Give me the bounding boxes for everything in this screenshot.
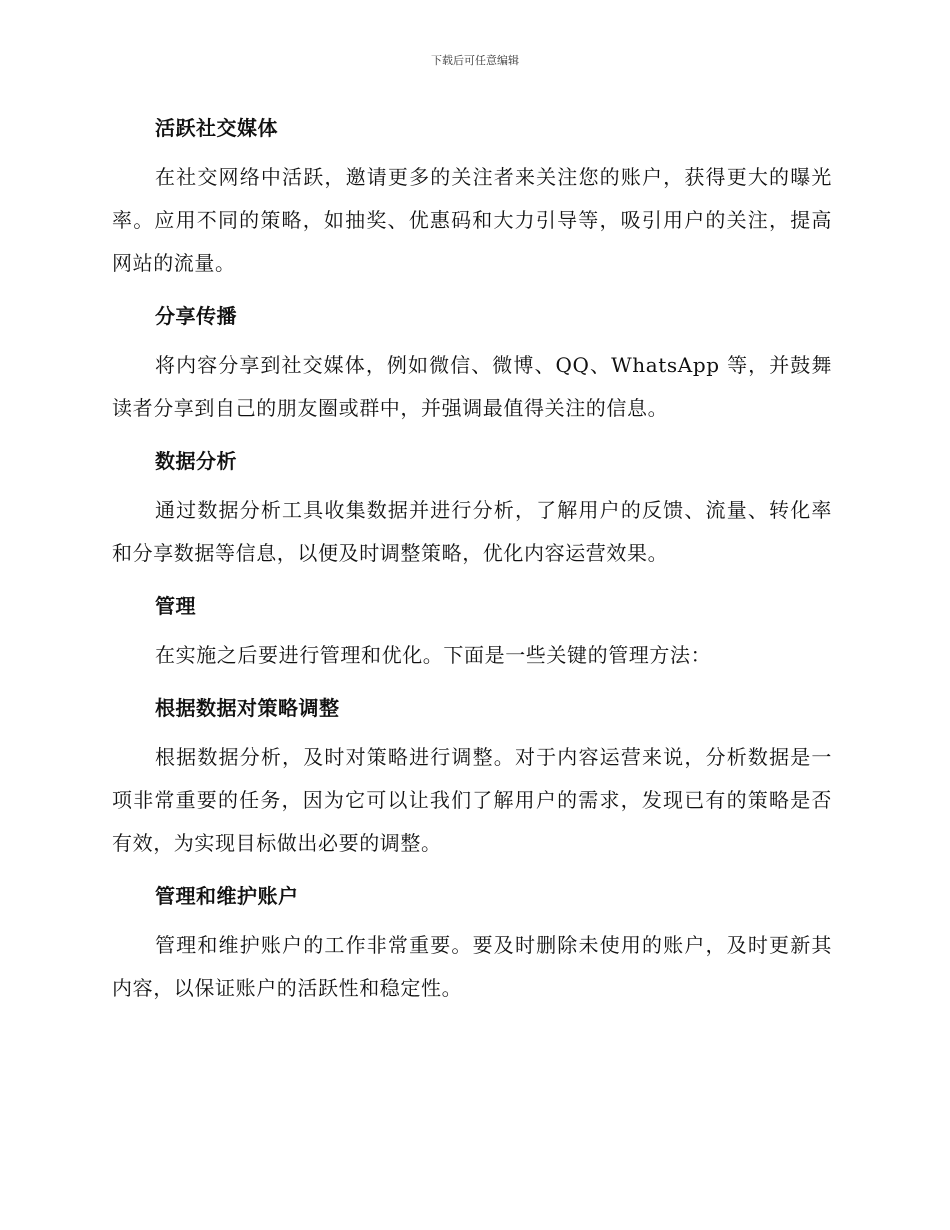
section-share-spread: [112, 296, 832, 430]
section-paragraph: 将内容分享到社交媒体，例如微信、微博、QQ、WhatsApp 等，并鼓舞读者分享到自己的朋友圈或群中，并强调最值得关注的信息。: [112, 353, 832, 420]
section-account-maintenance: [112, 876, 832, 1010]
section-active-social-media: [112, 108, 832, 285]
section-management: [112, 586, 832, 677]
section-heading: 管理和维护账户: [155, 884, 299, 908]
section-data-analysis: [112, 441, 832, 575]
document-body: [112, 108, 832, 1021]
page-header-note: 下载后可任意编辑: [431, 54, 519, 67]
section-paragraph: 在社交网络中活跃，邀请更多的关注者来关注您的账户，获得更大的曝光率。应用不同的策略，如抽奖、优惠码和大力引导等，吸引用户的关注，提高网站的流量。: [112, 165, 832, 275]
section-paragraph: 在实施之后要进行管理和优化。下面是一些关键的管理方法：: [155, 643, 712, 667]
section-heading: 根据数据对策略调整: [155, 696, 340, 720]
section-strategy-adjustment: [112, 688, 832, 865]
section-paragraph: 通过数据分析工具收集数据并进行分析，了解用户的反馈、流量、转化率和分享数据等信息，以便及时调整策略，优化内容运营效果。: [112, 498, 832, 565]
section-heading: 管理: [155, 594, 196, 618]
section-paragraph: 管理和维护账户的工作非常重要。要及时删除未使用的账户，及时更新其内容，以保证账户的活跃性和稳定性。: [112, 933, 832, 1000]
section-paragraph: 根据数据分析，及时对策略进行调整。对于内容运营来说，分析数据是一项非常重要的任务，因为它可以让我们了解用户的需求，发现已有的策略是否有效，为实现目标做出必要的调整。: [112, 745, 832, 855]
section-heading: 活跃社交媒体: [155, 116, 278, 140]
section-heading: 数据分析: [155, 449, 237, 473]
section-heading: 分享传播: [155, 304, 237, 328]
